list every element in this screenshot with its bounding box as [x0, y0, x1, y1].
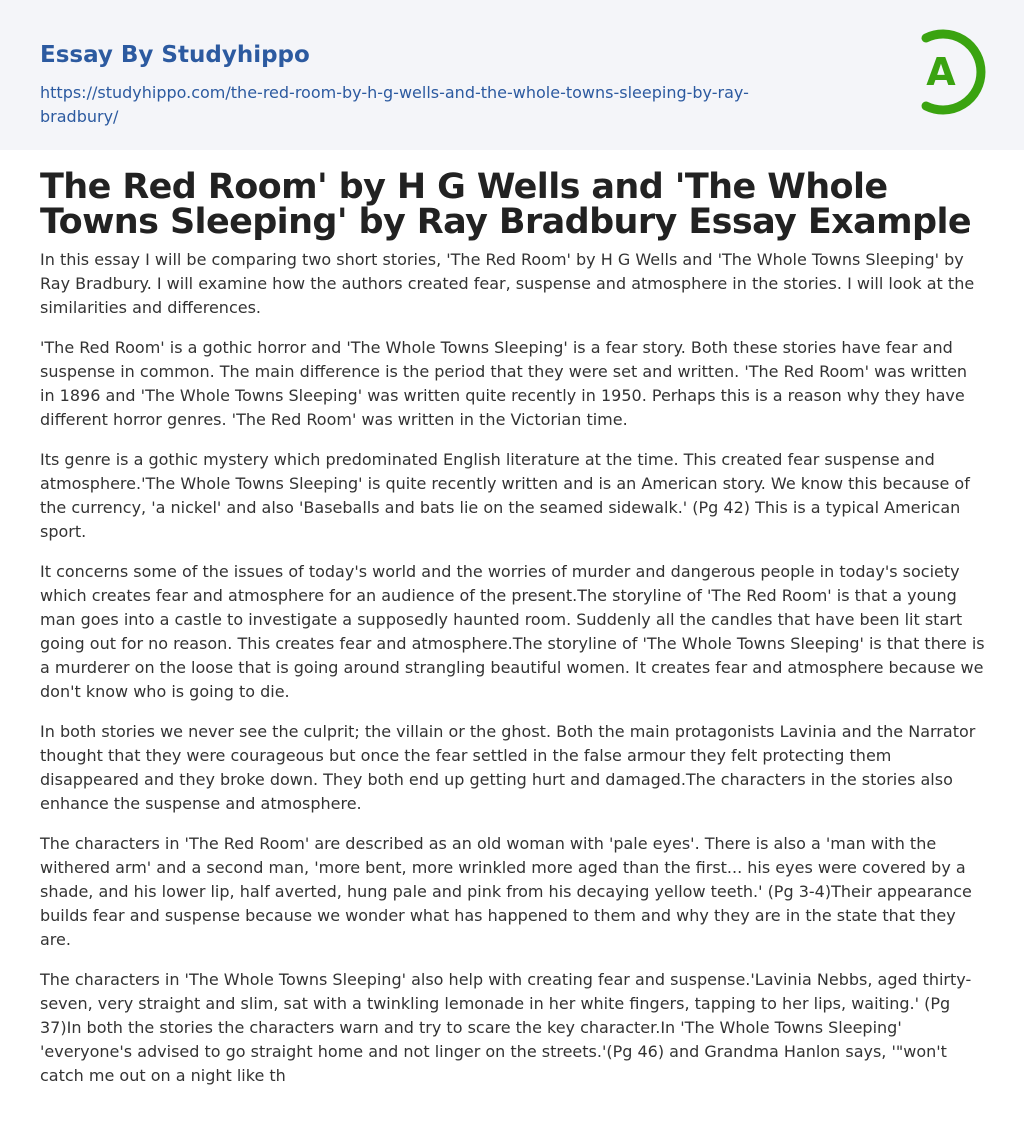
paragraph: In both stories we never see the culprit; the villain or the ghost. Both the main protagonists Lavinia and the Narrator thought that they were courageous but once the fear settled in the false armour they felt protecting them disappeared and they broke down. They both end up getting hurt and damaged.The characters in the stories also enhance the suspense and atmosphere. — [40, 722, 976, 813]
site-name[interactable]: Essay By Studyhippo — [40, 42, 310, 68]
logo-letter: A — [926, 50, 956, 94]
site-header — [0, 0, 1024, 150]
paragraph: The characters in 'The Red Room' are described as an old woman with 'pale eyes'. There is also a 'man with the withered arm' and a second man, 'more bent, more wrinkled more aged than the first... his eyes were covered by a shade, and his lower lip, half averted, hung pale and pink from his decaying yellow teeth.' (Pg 3-4)Their appearance builds fear and suspense because we wonder what has happened to them and why they are in the state that they are. — [40, 834, 972, 949]
paragraph: It concerns some of the issues of today's world and the worries of murder and dangerous people in today's society which creates fear and atmosphere for an audience of the present.The storyline of 'The Red Room' is that a young man goes into a castle to investigate a supposedly haunted room. Suddenly all the candles that have been lit start going out for no reason. This creates fear and atmosphere.The storyline of 'The Whole Towns Sleeping' is that there is a murderer on the loose that is going around strangling beautiful women. It creates fear and atmosphere because we don't know who is going to die. — [40, 562, 985, 701]
paragraph: Its genre is a gothic mystery which predominated English literature at the time. This created fear suspense and atmosphere.'The Whole Towns Sleeping' is quite recently written and is an American story. We know this because of the currency, 'a nickel' and also 'Baseballs and bats lie on the seamed sidewalk.' (Pg 42) This is a typical American sport. — [40, 450, 970, 541]
paragraph: The characters in 'The Whole Towns Sleeping' also help with creating fear and suspense.'Lavinia Nebbs, aged thirty-seven, very straight and slim, sat with a twinkling lemonade in her white fingers, tapping to her lips, waiting.' (Pg 37)In both the stories the characters warn and try to scare the key character.In 'The Whole Towns Sleeping' 'everyone's advised to go straight home and not linger on the streets.'(Pg 46) and Grandma Hanlon says, '"won't catch me out on a night like th — [40, 970, 972, 1085]
paragraph: In this essay I will be comparing two short stories, 'The Red Room' by H G Wells and 'The Whole Towns Sleeping' by Ray Bradbury. I will examine how the authors created fear, suspense and atmosphere in the stories. I will look at the similarities and differences. — [40, 250, 975, 317]
paragraph: 'The Red Room' is a gothic horror and 'The Whole Towns Sleeping' is a fear story. Both these stories have fear and suspense in common. The main difference is the period that they were set and written. 'The Red Room' was written in 1896 and 'The Whole Towns Sleeping' was written quite recently in 1950. Perhaps this is a reason why they have different horror genres. 'The Red Room' was written in the Victorian time. — [40, 338, 968, 429]
article — [40, 167, 986, 1104]
source-url-link[interactable]: https://studyhippo.com/the-red-room-by-h-g-wells-and-the-whole-towns-sleeping-by-ray-bradbury/ — [40, 83, 749, 126]
article-title: The Red Room' by H G Wells and 'The Whole Towns Sleeping' by Ray Bradbury Essay Example — [40, 167, 972, 242]
studyhippo-logo-icon[interactable] — [904, 28, 988, 116]
